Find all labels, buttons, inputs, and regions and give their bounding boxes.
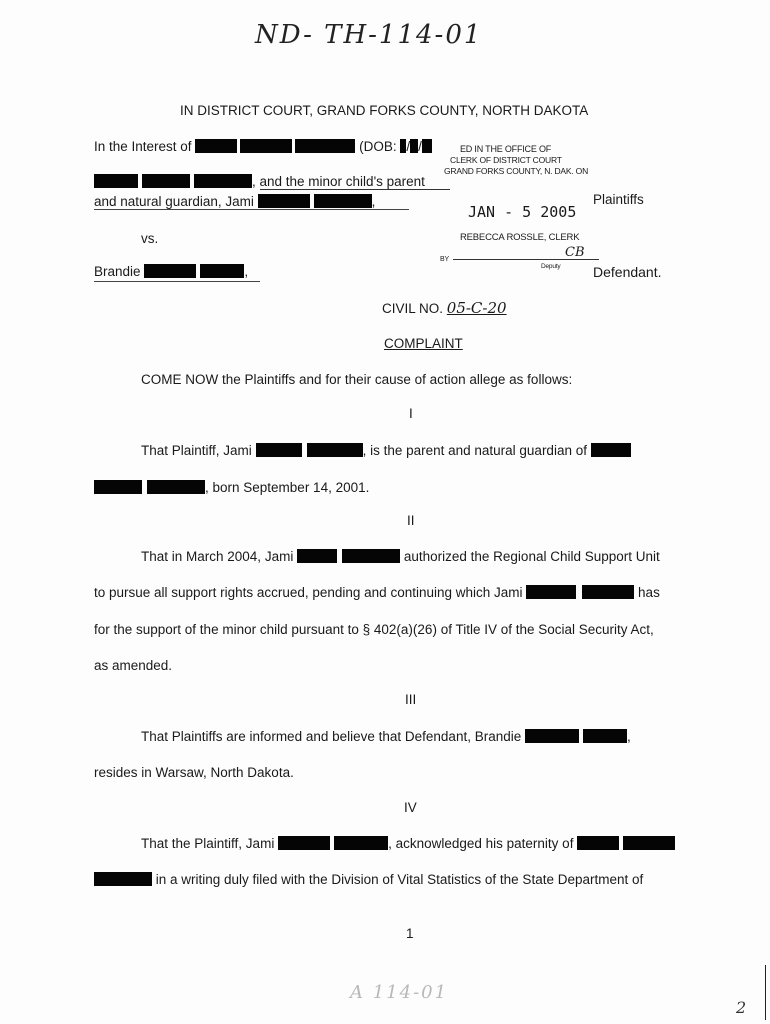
intro-paragraph: COME NOW the Plaintiffs and for their cause of action allege as follows: [141,372,573,387]
redaction-bar [307,443,363,457]
paragraph-text: to pursue all support rights accrued, pending and continuing which Jami [94,585,523,600]
caption-rule [94,209,409,210]
paragraph-text: That Plaintiffs are informed and believe that Defendant, Brandie [141,729,522,744]
plaintiffs-label: Plaintiffs [593,192,644,207]
redaction-bar [297,549,337,563]
redaction-bar [334,836,388,850]
redaction-bar [526,585,576,599]
redaction-bar [422,139,432,153]
redaction-bar [142,174,190,188]
redaction-bar [410,139,418,153]
paragraph-text: authorized the Regional Child Support Unit [403,549,660,564]
stamp-date: JAN - 5 2005 [468,203,577,221]
redaction-bar [278,836,330,850]
paragraph-text: has [638,585,660,600]
section-3-line-1 [141,729,631,745]
redaction-bar [591,443,631,457]
civil-number-value: 05-C-20 [446,299,507,317]
stamp-line-3: GRAND FORKS COUNTY, N. DAK. ON [444,166,589,176]
caption-vs: vs. [141,231,159,246]
paragraph-text: That the Plaintiff, Jami [141,836,275,851]
paragraph-text: , born September 14, 2001. [205,480,370,495]
stamp-clerk: REBECCA ROSSLE, CLERK [460,232,580,243]
redaction-bar [94,174,138,188]
court-header: IN DISTRICT COURT, GRAND FORKS COUNTY, NORTH DAKOTA [180,103,589,118]
caption-parent: , and the minor child's parent [252,174,425,189]
stamp-initials: CB [565,245,585,260]
redaction-bar [147,480,205,494]
caption-defendant-line [94,264,248,280]
redaction-bar [194,174,252,188]
civil-number [382,300,507,317]
redaction-bar [195,139,237,153]
page-number: 1 [406,926,414,941]
redaction-bar [240,139,292,153]
paragraph-text: , is the parent and natural guardian of [362,443,587,458]
redaction-bar [258,194,310,208]
paragraph-text: That in March 2004, Jami [141,549,294,564]
redaction-bar [342,549,400,563]
section-1-line-2 [94,480,369,496]
caption-line-1: In the Interest of (DOB: / / [94,139,432,155]
handwritten-document-id: ND- TH-114-01 [255,20,483,50]
complaint-title: COMPLAINT [384,336,463,351]
redaction-bar [582,585,634,599]
caption-natural-guardian: and natural guardian, Jami [94,194,254,209]
redaction-bar [200,264,244,278]
caption-dob: (DOB: [359,139,397,154]
section-2-line-1 [141,549,660,565]
paragraph-text: in a writing duly filed with the Division of Vital Statistics of the State Department of [155,872,644,887]
caption-interest-of: In the Interest of [94,139,192,154]
caption-line-3 [94,194,375,210]
redaction-bar [94,872,152,886]
section-number: III [405,692,417,707]
section-4-line-1 [141,836,675,852]
redaction-bar [256,443,302,457]
paragraph-text: , acknowledged his paternity of [388,836,574,851]
caption-brandie: Brandie [94,264,141,279]
redaction-bar [144,264,196,278]
comma: , [244,264,249,279]
stamp-by: BY [440,256,449,263]
civil-number-label: CIVIL NO. [382,301,444,316]
redaction-bar [577,836,619,850]
stamp-line-1: ED IN THE OFFICE OF [460,144,552,154]
redaction-bar [400,139,406,153]
section-2-line-4: as amended. [94,658,173,673]
redaction-bar [525,729,579,743]
corner-handwritten-mark: 2 [736,998,747,1017]
redaction-bar [314,194,372,208]
comma: , [371,194,376,209]
section-2-line-3: for the support of the minor child pursuant to § 402(a)(26) of Title IV of the Social Security Act, [94,622,654,637]
bottom-handwritten-mark: A 114-01 [350,982,449,1003]
section-1-line-1 [141,443,631,459]
caption-line-2 [94,174,425,190]
section-4-line-2 [94,872,643,888]
section-3-line-2: resides in Warsaw, North Dakota. [94,765,294,780]
stamp-line-2: CLERK OF DISTRICT COURT [450,155,562,165]
redaction-bar [295,139,355,153]
section-number: I [409,406,413,421]
redaction-bar [94,480,142,494]
section-number: II [407,513,415,528]
section-number: IV [404,800,417,815]
redaction-bar [623,836,675,850]
margin-rule [765,965,766,1020]
section-2-line-2 [94,585,660,601]
caption-rule [94,281,260,282]
redaction-bar [583,729,627,743]
defendant-label: Defendant. [593,264,662,280]
paragraph-text: , [627,729,631,744]
underline-rule [260,189,450,190]
paragraph-text: That Plaintiff, Jami [141,443,252,458]
stamp-deputy: Deputy [541,263,561,270]
